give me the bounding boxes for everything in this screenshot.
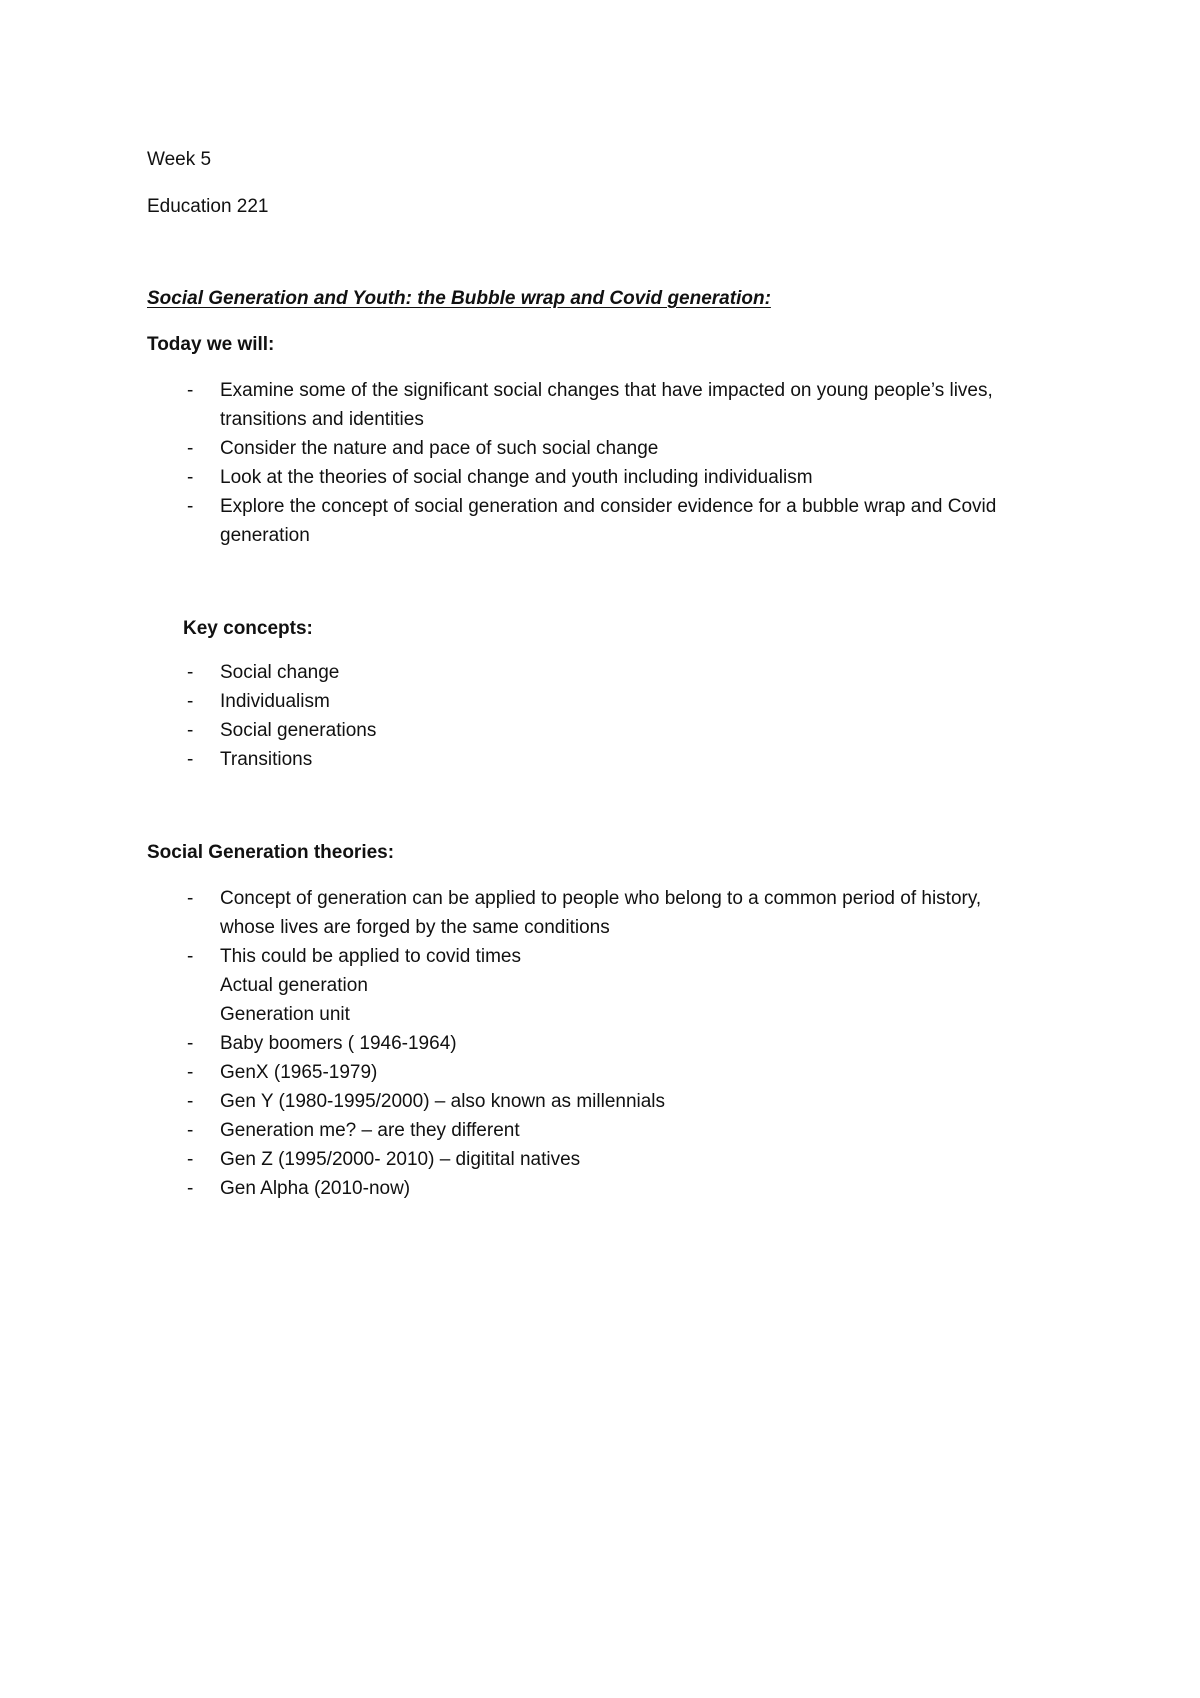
key-concepts-heading: Key concepts: bbox=[183, 618, 313, 639]
list-item: Baby boomers ( 1946-1964) bbox=[220, 1033, 457, 1054]
list-item: Gen Alpha (2010-now) bbox=[220, 1178, 411, 1199]
list-item: Social change bbox=[220, 662, 340, 683]
list-dash: - bbox=[187, 749, 194, 770]
list-item-continuation: transitions and identities bbox=[220, 409, 424, 430]
list-dash: - bbox=[187, 691, 194, 712]
list-dash: - bbox=[187, 380, 194, 401]
theories-heading: Social Generation theories: bbox=[147, 842, 395, 863]
list-item: Explore the concept of social generation and consider evidence for a bubble wrap and Covid bbox=[220, 496, 997, 517]
list-dash: - bbox=[187, 946, 194, 967]
list-item: Examine some of the significant social changes that have impacted on young people’s lives, bbox=[220, 380, 993, 401]
list-item: Gen Z (1995/2000- 2010) – digitital natives bbox=[220, 1149, 581, 1170]
list-dash: - bbox=[187, 1178, 194, 1199]
list-item-continuation: Actual generation bbox=[220, 975, 368, 996]
list-dash: - bbox=[187, 1149, 194, 1170]
document-title: Social Generation and Youth: the Bubble wrap and Covid generation: bbox=[147, 288, 771, 309]
list-dash: - bbox=[187, 720, 194, 741]
list-item: Individualism bbox=[220, 691, 330, 712]
list-item: Concept of generation can be applied to people who belong to a common period of history, bbox=[220, 888, 982, 909]
list-dash: - bbox=[187, 662, 194, 683]
list-item: Consider the nature and pace of such social change bbox=[220, 438, 659, 459]
course-label: Education 221 bbox=[147, 196, 269, 217]
list-item: This could be applied to covid times bbox=[220, 946, 521, 967]
list-dash: - bbox=[187, 1091, 194, 1112]
list-item: Social generations bbox=[220, 720, 377, 741]
list-item-continuation: Generation unit bbox=[220, 1004, 350, 1025]
list-dash: - bbox=[187, 467, 194, 488]
list-item: Gen Y (1980-1995/2000) – also known as millennials bbox=[220, 1091, 666, 1112]
list-item-continuation: whose lives are forged by the same conditions bbox=[220, 917, 610, 938]
list-item: GenX (1965-1979) bbox=[220, 1062, 378, 1083]
list-dash: - bbox=[187, 1120, 194, 1141]
list-item: Transitions bbox=[220, 749, 313, 770]
today-heading: Today we will: bbox=[147, 334, 275, 355]
list-dash: - bbox=[187, 438, 194, 459]
list-dash: - bbox=[187, 1033, 194, 1054]
week-label: Week 5 bbox=[147, 149, 212, 170]
list-item: Generation me? – are they different bbox=[220, 1120, 520, 1141]
list-item-continuation: generation bbox=[220, 525, 310, 546]
list-item: Look at the theories of social change and youth including individualism bbox=[220, 467, 813, 488]
list-dash: - bbox=[187, 496, 194, 517]
list-dash: - bbox=[187, 888, 194, 909]
list-dash: - bbox=[187, 1062, 194, 1083]
